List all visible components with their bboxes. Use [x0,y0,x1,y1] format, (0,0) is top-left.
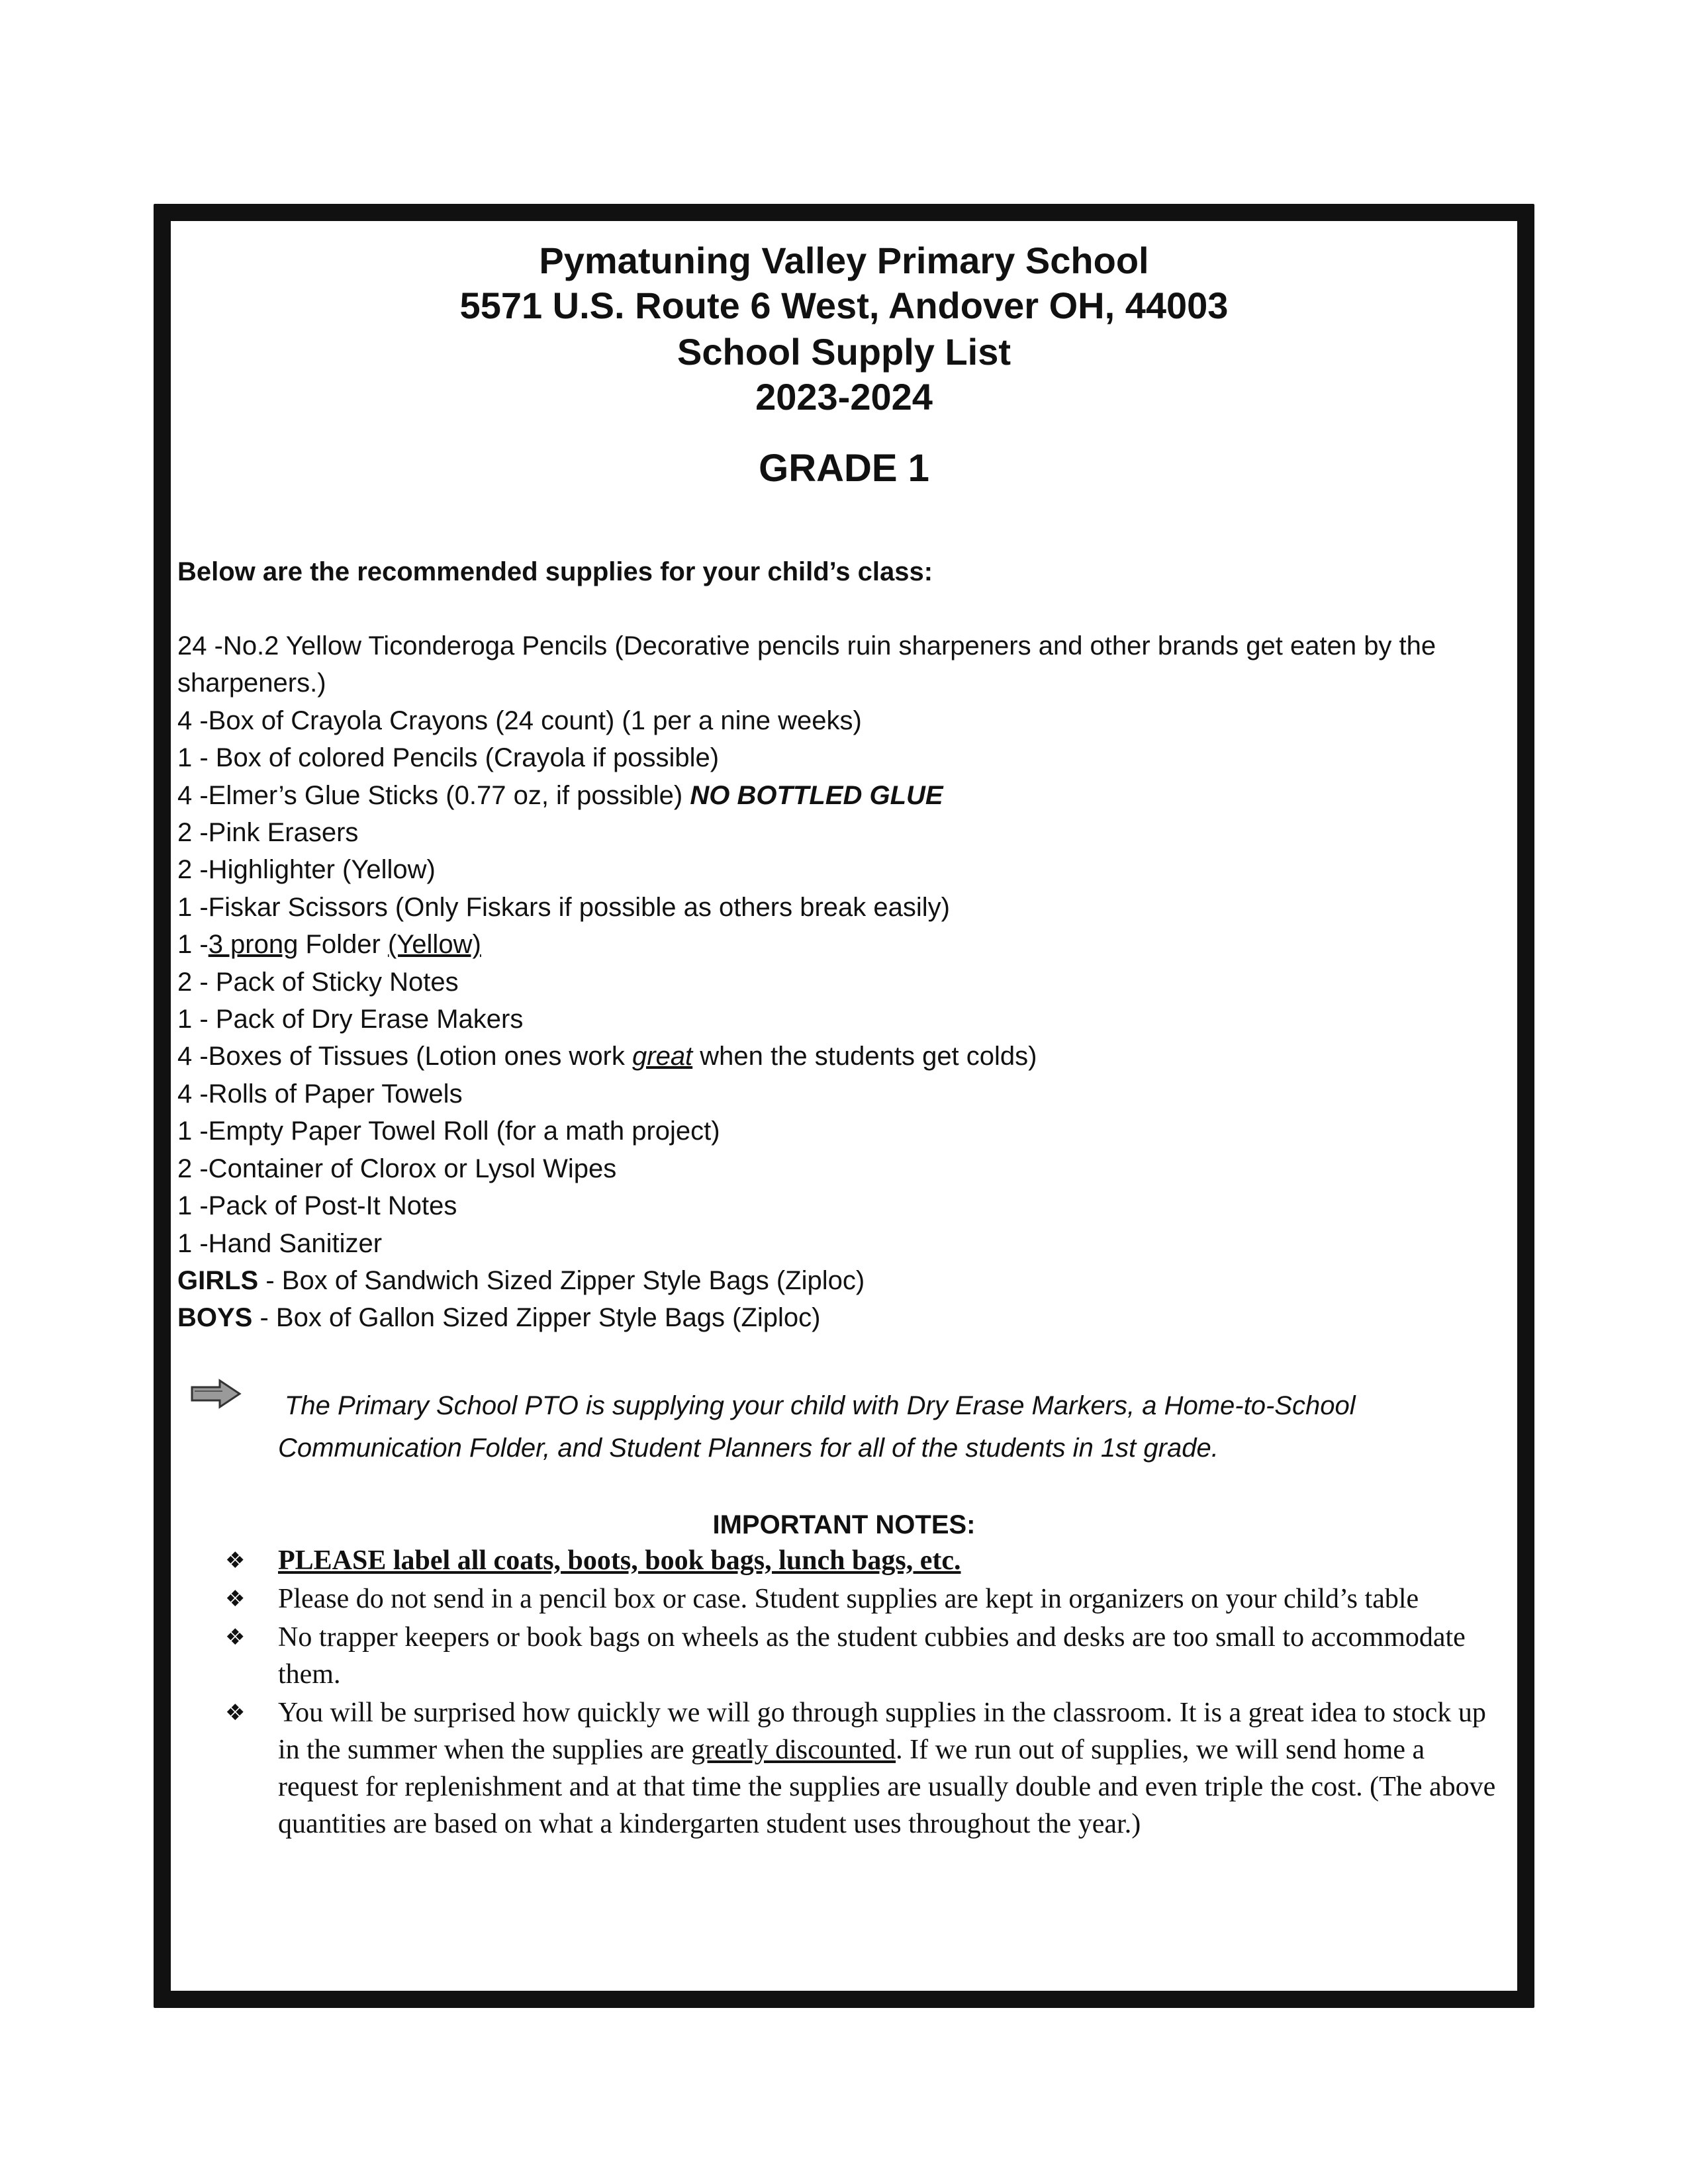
diamond-bullet-icon: ❖ [225,1700,246,1726]
list-item-boys [177,1299,1495,1336]
diamond-bullet-icon: ❖ [225,1624,246,1651]
item-text: 1 - [177,930,209,960]
diamond-bullet-icon: ❖ [225,1586,246,1612]
pto-note [278,1385,1456,1469]
item-text: - Box of Sandwich Sized Zipper Style Bags (Ziploc) [258,1265,865,1295]
grade-heading: GRADE 1 [759,447,929,490]
list-item: 4 -Box of Crayola Crayons (24 count) (1 per a nine weeks) [177,705,862,735]
greatly-discounted-underlined: greatly discounted [691,1735,896,1765]
note-text: . If we run out of supplies, we will send home a request for replenishment and at that time the supplies are usually double and even triple the cost. (The above quantities are based on what a kindergarten student uses throughout the year.) [278,1735,1496,1839]
item-text: - Box of Gallon Sized Zipper Style Bags (Ziploc) [252,1303,821,1333]
list-item-girls [177,1262,1495,1299]
intro-text: Below are the recommended supplies for your child’s class: [177,557,933,586]
note-text: You will be surprised how quickly we will go through supplies in the classroom. It is a great idea to stock up in the summer when the supplies are [278,1698,1486,1765]
girls-label: GIRLS [177,1265,259,1295]
list-item: 2 -Container of Clorox or Lysol Wipes [177,1154,617,1183]
note-text: PLEASE label all coats, boots, book bags, lunch bags, etc. [278,1545,961,1576]
list-item [177,1038,1495,1075]
document-title: School Supply List [677,331,1011,373]
important-notes-heading: IMPORTANT NOTES: [712,1510,976,1539]
school-year: 2023-2024 [755,376,933,418]
great-emphasis: great [632,1042,693,1071]
list-item [177,777,1495,814]
supply-list [177,627,1495,1337]
boys-label: BOYS [177,1303,253,1333]
list-item: 24 -No.2 Yellow Ticonderoga Pencils (Decorative pencils ruin sharpeners and other brands get eaten by the sharpeners.) [177,631,1436,698]
list-item: 1 -Hand Sanitizer [177,1228,383,1258]
list-item: 1 - Pack of Dry Erase Makers [177,1005,524,1034]
list-item: 1 -Pack of Post-It Notes [177,1191,457,1221]
list-item [177,926,1495,963]
note-text: Please do not send in a pencil box or case. Student supplies are kept in organizers on your child’s table [278,1584,1419,1614]
diamond-bullet-icon: ❖ [225,1547,246,1574]
list-item: 1 -Empty Paper Towel Roll (for a math project) [177,1116,720,1146]
school-address: 5571 U.S. Route 6 West, Andover OH, 44003 [459,285,1229,326]
notes-list [225,1542,1509,1844]
list-item: 4 -Rolls of Paper Towels [177,1079,463,1109]
list-item: 1 -Fiskar Scissors (Only Fiskars if possible as others break easily) [177,892,950,922]
note-text: No trapper keepers or book bags on wheels as the student cubbies and desks are too small to accommodate them. [278,1622,1466,1690]
item-text: 4 -Boxes of Tissues (Lotion ones work [177,1042,632,1071]
pto-line-1: The Primary School PTO is supplying your child with Dry Erase Markers, a Home-to-School [285,1391,1356,1420]
three-prong-underlined: 3 prong [208,930,299,960]
list-item: 2 -Highlighter (Yellow) [177,855,436,885]
note-item [225,1542,1509,1579]
yellow-underlined: (Yellow) [387,930,481,960]
list-item: 2 - Pack of Sticky Notes [177,967,459,997]
note-item [225,1580,1509,1617]
no-bottled-glue-emphasis: NO BOTTLED GLUE [690,780,943,810]
item-text: 4 -Elmer’s Glue Sticks (0.77 oz, if possible) [177,780,690,810]
school-name: Pymatuning Valley Primary School [539,240,1149,281]
list-item: 1 - Box of colored Pencils (Crayola if possible) [177,743,720,773]
pto-line-2: Communication Folder, and Student Planners for all of the students in 1st grade. [278,1433,1219,1463]
note-item [225,1619,1509,1693]
list-item: 2 -Pink Erasers [177,818,359,848]
item-text: Folder [298,930,388,960]
note-item [225,1694,1509,1843]
arrow-right-icon [189,1378,242,1410]
item-text: when the students get colds) [692,1042,1037,1071]
